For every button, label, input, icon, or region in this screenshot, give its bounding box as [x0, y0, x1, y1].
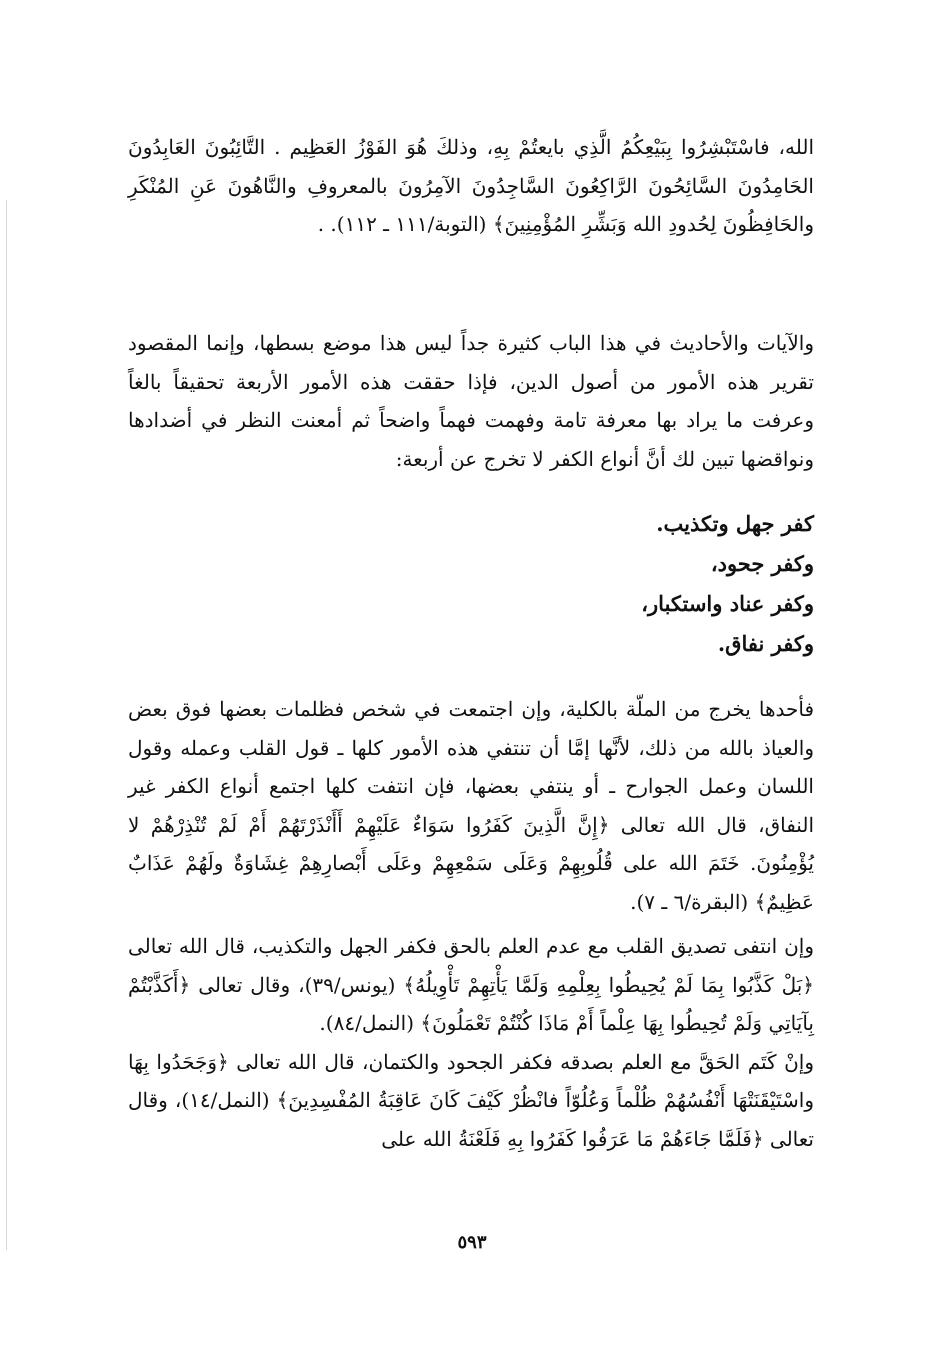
kufr-types-list	[641, 504, 814, 664]
paragraph-kufr-intro: والآيات والأحاديث في هذا الباب كثيرة جداً ليس هذا موضع بسطها، وإنما المقصود تقرير هذه الأمور من أصول الدين، فإذا حققت هذه الأمور الأربعة تحقيقاً بالغاً وعرفت ما يراد بها معرفة تامة وفهمت فهماً واضحاً ثم أمعنت النظر في أضدادها ونواقضها تبين لك أنَّ أنواع الكفر لا تخرج عن أربعة:	[128, 331, 814, 471]
paragraph-juhud-verses: وإنْ كَتَم الحَقَّ مع العلم بصدقه فكفر الجحود والكتمان، قال الله تعالى ﴿وَجَحَدُوا بِهَا واسْتَيْقَنَتْهَا أَنْفُسُهُمْ ظُلْماً وَعُلُوّاً فانْظُرْ كَيْفَ كَانَ عَاقِبَةُ المُفْسِدِينَ﴾ (النمل/١٤)، وقال تعالى ﴿فَلَمَّا جَاءَهُمْ مَا عَرَفُوا كَفَرُوا بِهِ فَلَعْنَةُ الله على	[128, 1049, 814, 1151]
paragraph-baqara-verse: فأحدها يخرج من الملّة بالكلية، وإن اجتمعت في شخص فظلمات بعضها فوق بعض والعياذ بالله من ذلك، لأنَّها إمَّا أن تنتفي هذه الأمور كلها ـ قول القلب وعمله وقول اللسان وعمل الجوارح ـ أو ينتفي بعضها، فإن انتفت كلها اجتمع أنواع الكفر غير النفاق، قال الله تعالى ﴿إِنَّ الَّذِينَ كَفَرُوا سَوَاءٌ عَلَيْهِمْ أَأَنْذَرْتَهُمْ أَمْ لَمْ تُنْذِرْهُمْ لا يُؤْمِنُونَ. خَتَمَ الله على قُلُوبِهِمْ وَعَلَى سَمْعِهِمْ وعَلَى أَبْصارِهِمْ غِشَاوَةٌ ولَهُمْ عَذَابٌ عَظِيمٌ﴾ (البقرة/٦ ـ ٧).	[128, 697, 814, 914]
list-item: وكفر جحود،	[710, 551, 814, 576]
text-block-top	[128, 128, 814, 244]
text-block-intro	[128, 324, 814, 478]
page-number: ٥٩٣	[457, 1232, 487, 1253]
text-block-bottom	[128, 690, 814, 1158]
scan-margin-line	[6, 200, 7, 1250]
paragraph-yunus-naml-verses: وإن انتفى تصديق القلب مع عدم العلم بالحق فكفر الجهل والتكذيب، قال الله تعالى ﴿بَلْ كَذَّبُوا بِمَا لَمْ يُحِيطُوا بِعِلْمِهِ وَلَمَّا يَأْتِهِمْ تَأْوِيلُهُ﴾ (يونس/٣٩)، وقال تعالى ﴿أَكَذَّبْتُمْ بِآيَاتِي وَلَمْ تُحِيطُوا بِهَا عِلْماً أَمْ مَاذَا كُنْتُمْ تَعْمَلُونَ﴾ (النمل/٨٤).	[128, 934, 815, 1035]
list-item: وكفر عناد واستكبار،	[641, 591, 814, 616]
list-item: وكفر نفاق.	[717, 631, 814, 656]
list-item: كفر جهل وتكذيب.	[656, 511, 814, 536]
paragraph-tawba-verse: الله، فاسْتَبْشِرُوا بِبَيْعِكُمُ الَّذِي بايعتُمْ بِهِ، وذلكَ هُوَ الفَوْزُ العَظِيم . التَّائِبُونَ العَابِدُونَ الحَامِدُونَ السَّائِحُونَ الرَّاكِعُونَ السَّاجِدُونَ الآمِرُونَ بالمعروفِ والنَّاهُونَ عَنِ المُنْكَرِ والحَافِظُونَ لِحُدودِ الله وَبَشِّرِ المُؤْمِنِينَ﴾ (التوبة/١١١ ـ ١١٢). .	[128, 135, 814, 236]
